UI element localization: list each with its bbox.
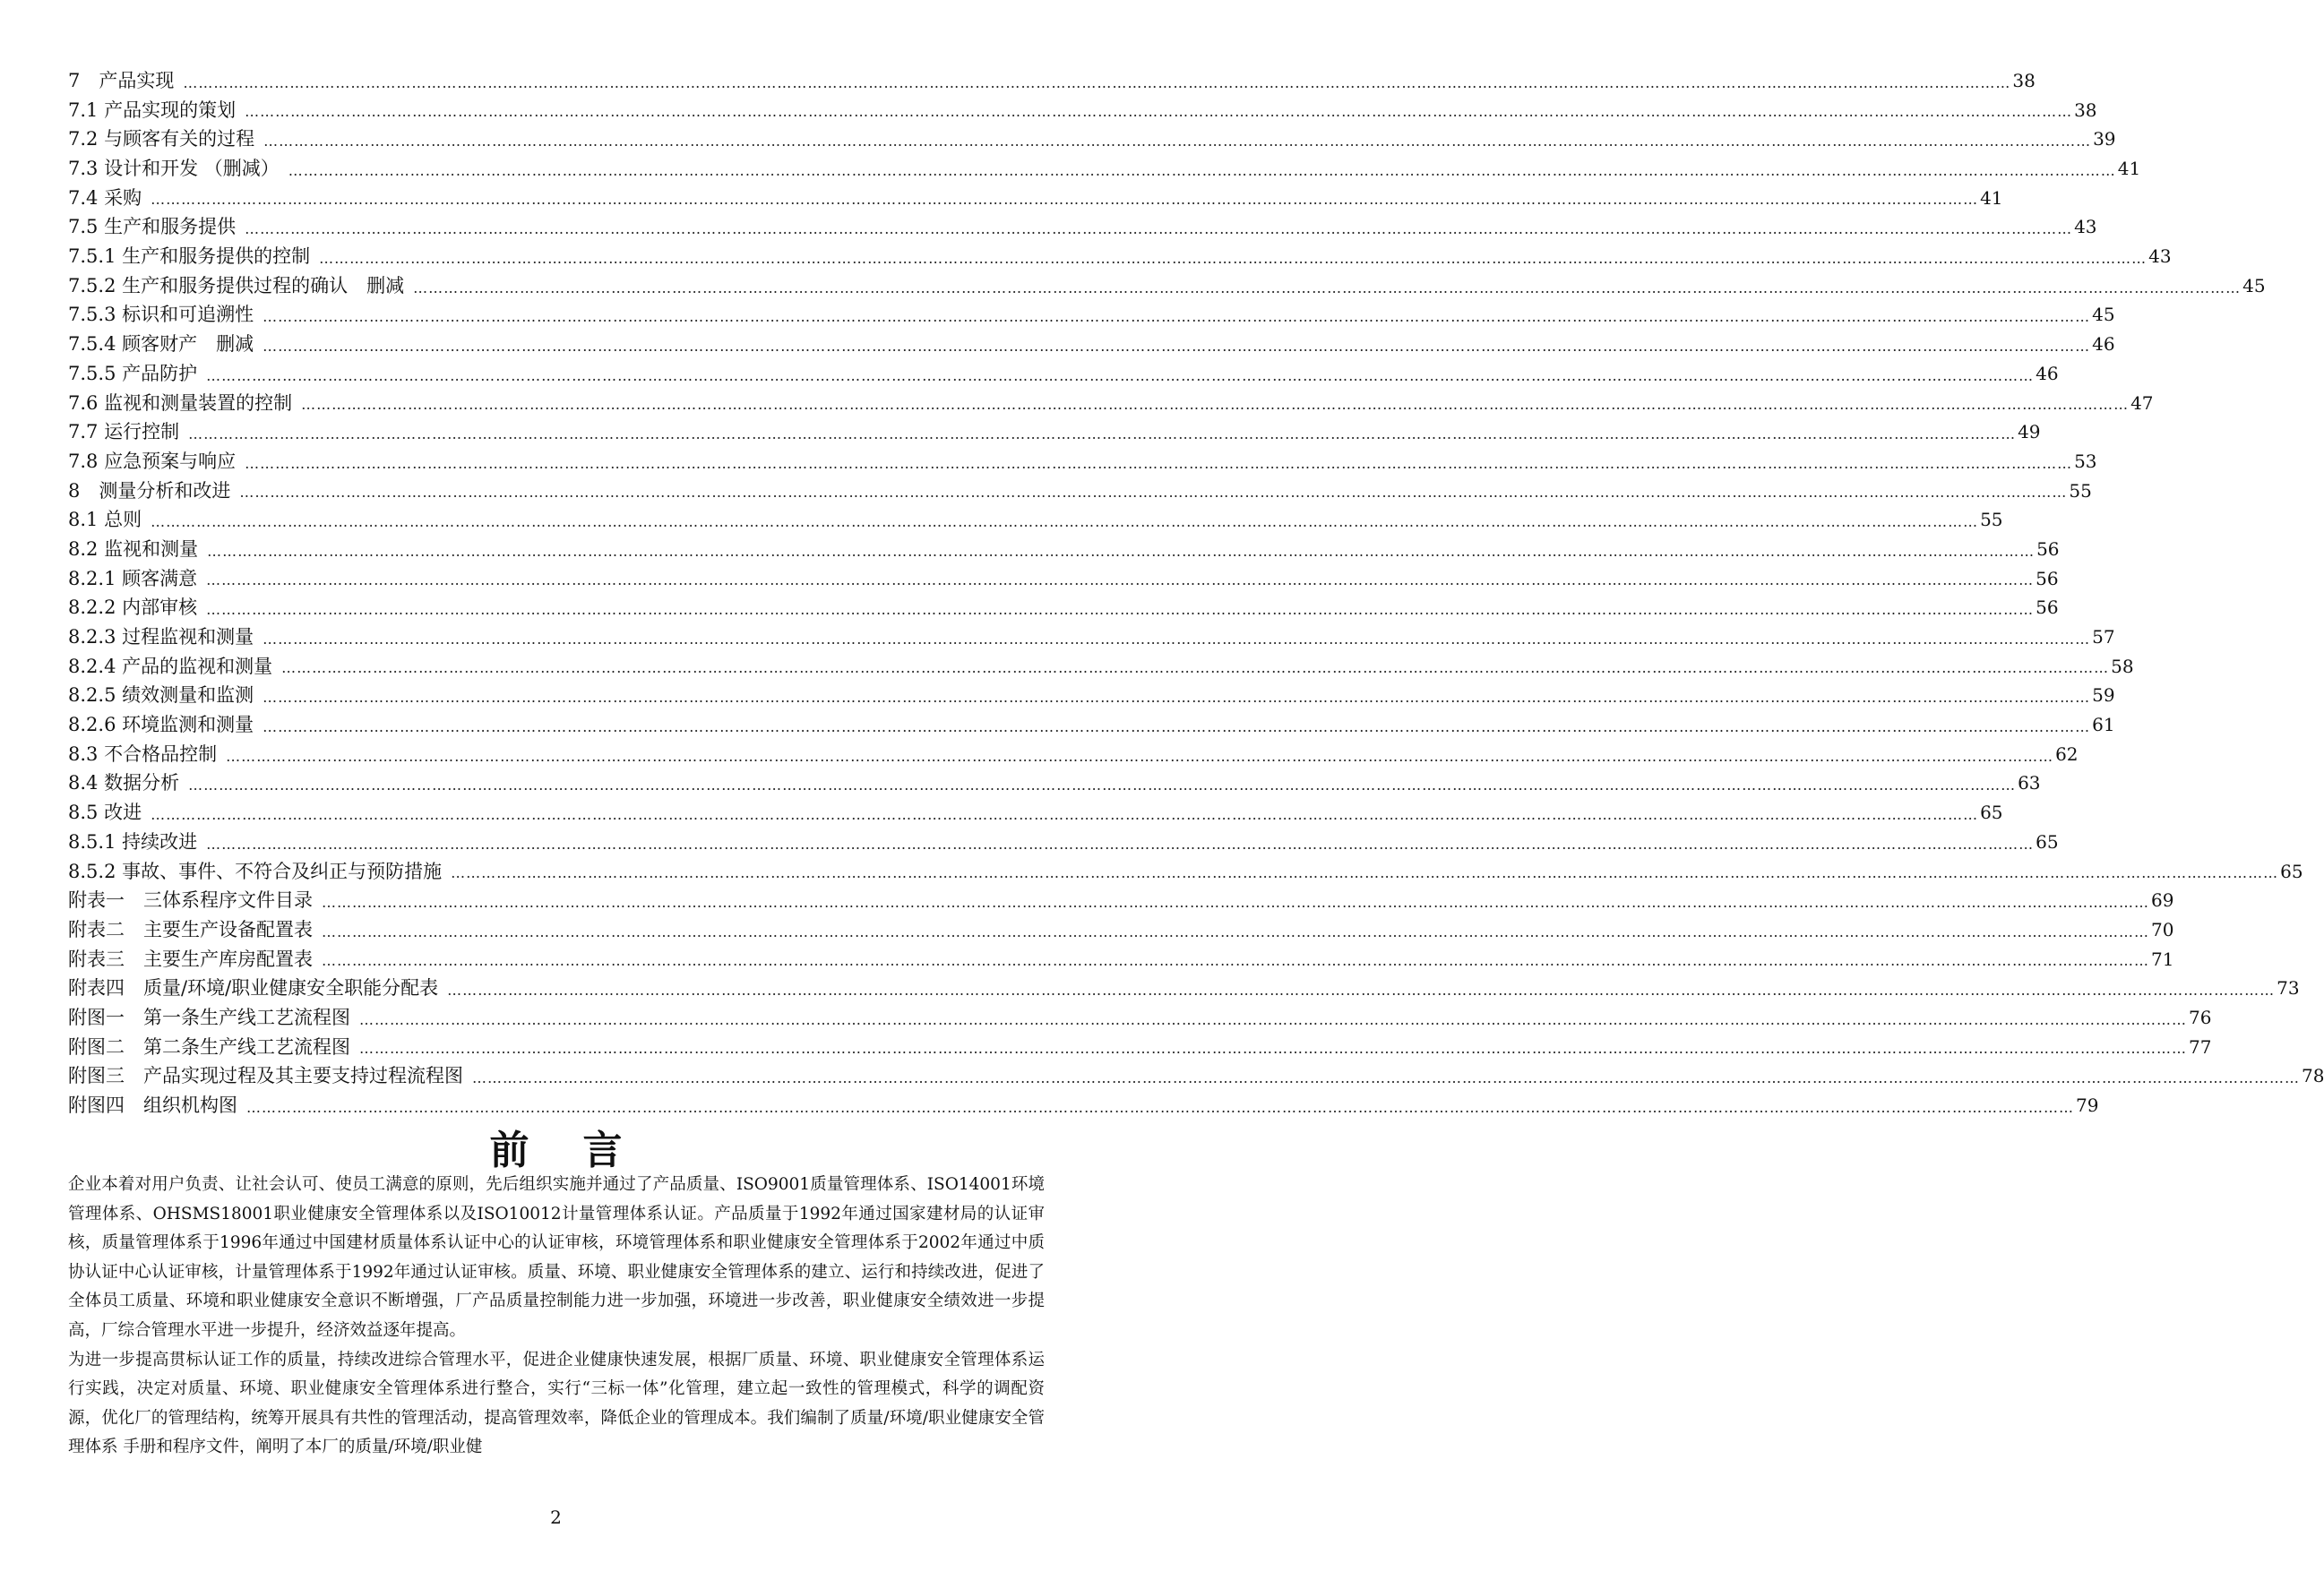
toc-entry-page: 65 <box>2036 830 2059 853</box>
toc-entry-page: 65 <box>2280 860 2303 882</box>
toc-entry <box>68 945 2174 974</box>
toc-entry-page: 73 <box>2277 977 2300 1000</box>
table-of-contents <box>68 66 2324 1120</box>
toc-dot-leader: ……………………………………………………………………………………………………………………………………………………………………………………………………………………………………………………………………………………………………………………………… <box>263 630 2091 648</box>
toc-entry <box>68 417 2041 447</box>
toc-entry-label: 7.3 设计和开发 （删减） <box>68 158 280 180</box>
toc-dot-leader: ……………………………………………………………………………………………………………………………………………………………………………………………………………………………………………………………………………………………………………………………… <box>263 337 2091 355</box>
toc-entry-page: 46 <box>2092 333 2115 356</box>
toc-entry <box>68 330 2115 359</box>
toc-dot-leader: ……………………………………………………………………………………………………………………………………………………………………………………………………………………………………………………………………………………………………………………………… <box>263 717 2091 735</box>
toc-entry-label: 8 测量分析和改进 <box>68 479 231 502</box>
toc-entry-page: 43 <box>2074 216 2097 238</box>
toc-dot-leader: ……………………………………………………………………………………………………………………………………………………………………………………………………………………………………………………………………………………………………………………………… <box>245 103 2073 121</box>
toc-entry <box>68 740 2079 769</box>
toc-entry <box>68 915 2174 945</box>
toc-entry <box>68 652 2134 682</box>
toc-entry-label: 7.5.4 顾客财产 删减 <box>68 333 254 356</box>
toc-entry <box>68 66 2036 96</box>
toc-entry <box>68 242 2172 271</box>
toc-entry-page: 78 <box>2302 1065 2324 1087</box>
toc-entry <box>68 301 2115 331</box>
toc-dot-leader: ……………………………………………………………………………………………………………………………………………………………………………………………………………………………………………………………………………………………………………………………… <box>226 747 2054 765</box>
toc-entry-label: 8.2.5 绩效测量和监测 <box>68 684 254 707</box>
preface-body <box>68 1171 1045 1463</box>
toc-entry-label: 7.8 应急预案与响应 <box>68 450 237 472</box>
toc-entry-label: 8.2.2 内部审核 <box>68 597 198 619</box>
toc-entry-label: 附表四 质量/环境/职业健康安全职能分配表 <box>68 977 439 1000</box>
toc-dot-leader: ……………………………………………………………………………………………………………………………………………………………………………………………………………………………………………………………………………………………………………………………… <box>206 366 2035 384</box>
toc-entry-page: 55 <box>1980 509 2003 531</box>
toc-entry-page: 41 <box>1980 186 2003 209</box>
toc-entry-label: 8.4 数据分析 <box>68 772 180 794</box>
toc-entry-label: 8.2.1 顾客满意 <box>68 567 198 589</box>
toc-entry-label: 附图四 组织机构图 <box>68 1095 237 1117</box>
toc-dot-leader: ……………………………………………………………………………………………………………………………………………………………………………………………………………………………………………………………………………………………………………………………… <box>413 279 2242 296</box>
toc-dot-leader: ……………………………………………………………………………………………………………………………………………………………………………………………………………………………………………………………………………………………………………………………… <box>319 249 2148 267</box>
toc-entry <box>68 184 2003 213</box>
toc-entry-label: 附表三 主要生产库房配置表 <box>68 948 313 970</box>
toc-entry-page: 71 <box>2151 948 2174 970</box>
toc-entry-label: 7.1 产品实现的策划 <box>68 99 237 121</box>
toc-dot-leader: ……………………………………………………………………………………………………………………………………………………………………………………………………………………………………………………………………………………………………………………………… <box>359 1010 2187 1028</box>
toc-entry-page: 43 <box>2148 245 2172 268</box>
toc-dot-leader: ……………………………………………………………………………………………………………………………………………………………………………………………………………………………………………………………………………………………………………………………… <box>207 542 2036 560</box>
toc-dot-leader: ……………………………………………………………………………………………………………………………………………………………………………………………………………………………………………………………………………………………………………………………… <box>206 571 2035 589</box>
toc-entry-page: 49 <box>2018 421 2041 443</box>
toc-entry-page: 61 <box>2092 714 2115 736</box>
toc-entry-page: 38 <box>2012 69 2036 91</box>
toc-dot-leader: ……………………………………………………………………………………………………………………………………………………………………………………………………………………………………………………………………………………………………………………………… <box>206 601 2035 619</box>
toc-entry <box>68 535 2060 564</box>
toc-dot-leader: ……………………………………………………………………………………………………………………………………………………………………………………………………………………………………………………………………………………………………………………………… <box>239 484 2068 502</box>
toc-entry-label: 附图二 第二条生产线工艺流程图 <box>68 1035 350 1058</box>
toc-dot-leader: ……………………………………………………………………………………………………………………………………………………………………………………………………………………………………………………………………………………………………………………………… <box>359 1040 2187 1058</box>
toc-entry <box>68 828 2059 857</box>
toc-entry <box>68 1033 2212 1062</box>
toc-entry <box>68 359 2059 389</box>
toc-entry-label: 附图三 产品实现过程及其主要支持过程流程图 <box>68 1065 463 1087</box>
toc-entry-page: 45 <box>2092 304 2115 326</box>
toc-entry <box>68 974 2300 1003</box>
toc-entry-label: 附表一 三体系程序文件目录 <box>68 889 313 912</box>
toc-entry-page: 70 <box>2151 918 2174 940</box>
toc-entry-label: 7.5.5 产品防护 <box>68 362 198 384</box>
toc-entry-label: 7.6 监视和测量装置的控制 <box>68 391 293 414</box>
toc-entry <box>68 681 2115 710</box>
toc-dot-leader: ……………………………………………………………………………………………………………………………………………………………………………………………………………………………………………………………………………………………………………………………… <box>263 133 2092 150</box>
toc-dot-leader: ……………………………………………………………………………………………………………………………………………………………………………………………………………………………………………………………………………………………………………………………… <box>263 308 2091 326</box>
toc-entry-page: 53 <box>2074 450 2097 472</box>
toc-entry-label: 8.2 监视和测量 <box>68 537 199 560</box>
toc-entry-label: 附图一 第一条生产线工艺流程图 <box>68 1006 350 1028</box>
toc-entry-label: 7 产品实现 <box>68 69 175 91</box>
toc-dot-leader: ……………………………………………………………………………………………………………………………………………………………………………………………………………………………………………………………………………………………………………………………… <box>183 73 2011 91</box>
toc-entry-label: 7.4 采购 <box>68 186 142 209</box>
toc-dot-leader: ……………………………………………………………………………………………………………………………………………………………………………………………………………………………………………………………………………………………………………………………… <box>288 161 2116 179</box>
toc-dot-leader: ……………………………………………………………………………………………………………………………………………………………………………………………………………………………………………………………………………………………………………………………… <box>151 805 1979 823</box>
toc-entry <box>68 476 2092 506</box>
toc-entry-page: 45 <box>2242 274 2266 296</box>
toc-entry-label: 7.5 生产和服务提供 <box>68 216 237 238</box>
toc-entry-label: 8.2.6 环境监测和测量 <box>68 714 254 736</box>
toc-entry-page: 56 <box>2036 537 2060 560</box>
toc-entry-label: 8.5 改进 <box>68 802 142 824</box>
toc-dot-leader: ……………………………………………………………………………………………………………………………………………………………………………………………………………………………………………………………………………………………………………………………… <box>151 191 1979 209</box>
toc-entry-label: 7.5.2 生产和服务提供过程的确认 删减 <box>68 274 405 296</box>
toc-entry-page: 58 <box>2111 655 2134 677</box>
preface-heading: 前言 <box>489 1128 676 1173</box>
toc-entry <box>68 154 2141 184</box>
toc-entry-page: 41 <box>2117 158 2141 180</box>
preface-paragraph: 企业本着对用户负责、让社会认可、使员工满意的原则，先后组织实施并通过了产品质量、ISO9001质量管理体系、ISO14001环境管理体系、OHSMS18001职业健康安全管理体系以及ISO10012计量管理体系认证。产品质量于1992年通过国家建材局的认证审核，质量管理体系于1996年通过中国建材质量体系认证中心的认证审核，环境管理体系和职业健康安全管理体系于2002年通过中质协认证中心认证审核，计量管理体系于1992年通过认证审核。质量、环境、职业健康安全管理体系的建立、运行和持续改进，促进了全体员工质量、环境和职业健康安全意识不断增强，厂产品质量控制能力进一步加强，环境进一步改善，职业健康安全绩效进一步提高，厂综合管理水平进一步提升，经济效益逐年提高。 <box>68 1175 1045 1340</box>
toc-entry <box>68 564 2059 594</box>
toc-entry <box>68 886 2174 915</box>
toc-entry-page: 56 <box>2036 597 2059 619</box>
toc-dot-leader: ……………………………………………………………………………………………………………………………………………………………………………………………………………………………………………………………………………………………………………………………… <box>322 893 2149 911</box>
toc-entry <box>68 505 2003 535</box>
toc-entry-label: 8.2.4 产品的监视和测量 <box>68 655 273 677</box>
toc-entry-page: 57 <box>2092 626 2115 648</box>
toc-entry-page: 62 <box>2055 743 2079 765</box>
toc-entry-page: 47 <box>2130 391 2154 414</box>
toc-dot-leader: ……………………………………………………………………………………………………………………………………………………………………………………………………………………………………………………………………………………………………………………………… <box>206 835 2035 853</box>
preface-paragraph: 为进一步提高贯标认证工作的质量，持续改进综合管理水平，促进企业健康快速发展，根据厂质量、环境、职业健康安全管理体系运行实践，决定对质量、环境、职业健康安全管理体系进行整合，实行“三标一体”化管理，建立起一致性的管理模式，科学的调配资源，优化厂的管理结构，统筹开展具有共性的管理活动，提高管理效率，降低企业的管理成本。我们编制了质量/环境/职业健康安全管理体系 手册和程序文件，阐明了本厂的质量/环境/职业健 <box>68 1350 1045 1457</box>
toc-entry-label: 8.5.1 持续改进 <box>68 830 198 853</box>
toc-entry-page: 63 <box>2018 772 2041 794</box>
toc-dot-leader: ……………………………………………………………………………………………………………………………………………………………………………………………………………………………………………………………………………………………………………………………… <box>151 513 1979 530</box>
toc-entry-label: 8.1 总则 <box>68 509 142 531</box>
toc-entry-page: 77 <box>2189 1035 2212 1058</box>
toc-entry <box>68 271 2266 301</box>
toc-entry <box>68 857 2303 887</box>
toc-entry-page: 46 <box>2036 362 2059 384</box>
toc-dot-leader: ……………………………………………………………………………………………………………………………………………………………………………………………………………………………………………………………………………………………………………………………… <box>188 425 2017 442</box>
toc-dot-leader: ……………………………………………………………………………………………………………………………………………………………………………………………………………………………………………………………………………………………………………………………… <box>245 454 2073 472</box>
toc-entry <box>68 622 2115 652</box>
toc-entry <box>68 593 2059 622</box>
toc-entry <box>68 769 2041 799</box>
toc-dot-leader: ……………………………………………………………………………………………………………………………………………………………………………………………………………………………………………………………………………………………………………………………… <box>451 864 2279 882</box>
toc-entry-label: 8.5.2 事故、事件、不符合及纠正与预防措施 <box>68 860 443 882</box>
toc-entry <box>68 1061 2324 1091</box>
toc-entry-label: 7.7 运行控制 <box>68 421 180 443</box>
toc-entry-page: 56 <box>2036 567 2059 589</box>
toc-entry-label: 附表二 主要生产设备配置表 <box>68 918 313 940</box>
toc-entry-label: 8.3 不合格品控制 <box>68 743 218 765</box>
toc-entry <box>68 124 2116 154</box>
toc-entry <box>68 798 2003 828</box>
toc-entry-page: 59 <box>2092 684 2115 707</box>
page-number: 2 <box>550 1507 562 1528</box>
toc-entry <box>68 389 2154 418</box>
toc-dot-leader: ……………………………………………………………………………………………………………………………………………………………………………………………………………………………………………………………………………………………………………………………… <box>322 952 2149 970</box>
toc-dot-leader: ……………………………………………………………………………………………………………………………………………………………………………………………………………………………………………………………………………………………………………………………… <box>281 659 2110 677</box>
toc-entry-page: 65 <box>1980 802 2003 824</box>
toc-entry-page: 38 <box>2074 99 2097 121</box>
toc-entry-label: 8.2.3 过程监视和测量 <box>68 626 254 648</box>
toc-dot-leader: ……………………………………………………………………………………………………………………………………………………………………………………………………………………………………………………………………………………………………………………………… <box>245 220 2073 238</box>
toc-dot-leader: ……………………………………………………………………………………………………………………………………………………………………………………………………………………………………………………………………………………………………………………………… <box>301 396 2130 414</box>
toc-dot-leader: ……………………………………………………………………………………………………………………………………………………………………………………………………………………………………………………………………………………………………………………………… <box>472 1069 2300 1087</box>
toc-entry-page: 69 <box>2151 889 2174 912</box>
toc-entry <box>68 710 2115 740</box>
toc-entry <box>68 1091 2099 1120</box>
toc-dot-leader: ……………………………………………………………………………………………………………………………………………………………………………………………………………………………………………………………………………………………………………………………… <box>263 689 2091 707</box>
toc-entry-page: 39 <box>2093 128 2116 150</box>
toc-entry <box>68 96 2097 125</box>
toc-dot-leader: ……………………………………………………………………………………………………………………………………………………………………………………………………………………………………………………………………………………………………………………………… <box>188 777 2017 794</box>
toc-entry-label: 7.2 与顾客有关的过程 <box>68 128 255 150</box>
toc-entry-label: 7.5.3 标识和可追溯性 <box>68 304 254 326</box>
toc-dot-leader: ……………………………………………………………………………………………………………………………………………………………………………………………………………………………………………………………………………………………………………………………… <box>322 923 2149 940</box>
toc-entry-page: 79 <box>2076 1095 2099 1117</box>
toc-entry-page: 76 <box>2189 1006 2212 1028</box>
toc-dot-leader: ……………………………………………………………………………………………………………………………………………………………………………………………………………………………………………………………………………………………………………………………… <box>246 1098 2074 1116</box>
toc-entry <box>68 212 2097 242</box>
toc-entry-label: 7.5.1 生产和服务提供的控制 <box>68 245 311 268</box>
toc-entry <box>68 447 2097 476</box>
toc-entry <box>68 1003 2212 1033</box>
toc-entry-page: 55 <box>2069 479 2092 502</box>
toc-dot-leader: ……………………………………………………………………………………………………………………………………………………………………………………………………………………………………………………………………………………………………………………………… <box>447 982 2276 999</box>
